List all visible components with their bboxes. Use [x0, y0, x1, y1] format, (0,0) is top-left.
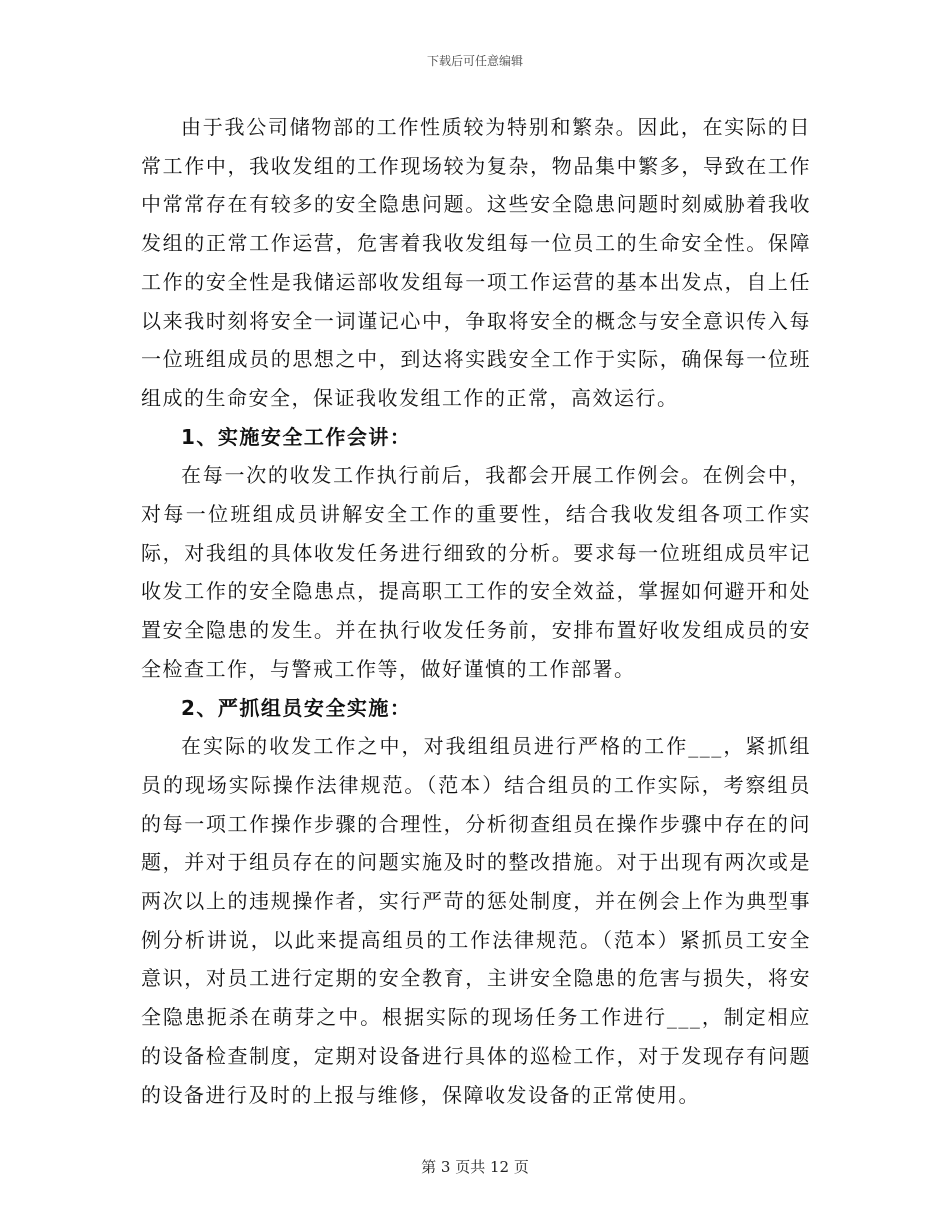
document-body: [141, 108, 811, 1114]
header-note: 下载后可任意编辑: [426, 54, 523, 68]
section-2-paragraph: 在实际的收发工作之中，对我组组员进行严格的工作___，紧抓组员的现场实际操作法律规范。（范本）结合组员的工作实际，考察组员的每一项工作操作步骤的合理性，分析彻查组员在操作步骤中存在的问题，并对于组员存在的问题实施及时的整改措施。对于出现有两次或是两次以上的违规操作者，实行严苛的惩处制度，并在例会上作为典型事例分析讲说，以此来提高组员的工作法律规范。（范本）紧抓员工安全意识，对员工进行定期的安全教育，主讲安全隐患的危害与损失，将安全隐患扼杀在萌芽之中。根据实际的现场任务工作进行___，制定相应的设备检查制度，定期对设备进行具体的巡检工作，对于发现存有问题的设备进行及时的上报与维修，保障收发设备的正常使用。: [141, 734, 811, 1107]
section-2-heading: 2、严抓组员安全实施：: [181, 695, 412, 720]
section-1-heading: 1、实施安全工作会讲：: [181, 424, 412, 449]
page-number-footer: 第 3 页共 12 页: [421, 1158, 529, 1176]
section-1-paragraph: 在每一次的收发工作执行前后，我都会开展工作例会。在例会中，对每一位班组成员讲解安全工作的重要性，结合我收发组各项工作实际，对我组的具体收发任务进行细致的分析。要求每一位班组成员牢记收发工作的安全隐患点，提高职工工作的安全效益，掌握如何避开和处置安全隐患的发生。并在执行收发任务前，安排布置好收发组成员的安全检查工作，与警戒工作等，做好谨慎的工作部署。: [141, 463, 811, 681]
intro-paragraph: 由于我公司储物部的工作性质较为特别和繁杂。因此，在实际的日常工作中，我收发组的工作现场较为复杂，物品集中繁多，导致在工作中常常存在有较多的安全隐患问题。这些安全隐患问题时刻威胁着我收发组的正常工作运营，危害着我收发组每一位员工的生命安全性。保障工作的安全性是我储运部收发组每一项工作运营的基本出发点，自上任以来我时刻将安全一词谨记心中，争取将安全的概念与安全意识传入每一位班组成员的思想之中，到达将实践安全工作于实际，确保每一位班组成的生命安全，保证我收发组工作的正常，高效运行。: [141, 115, 811, 410]
